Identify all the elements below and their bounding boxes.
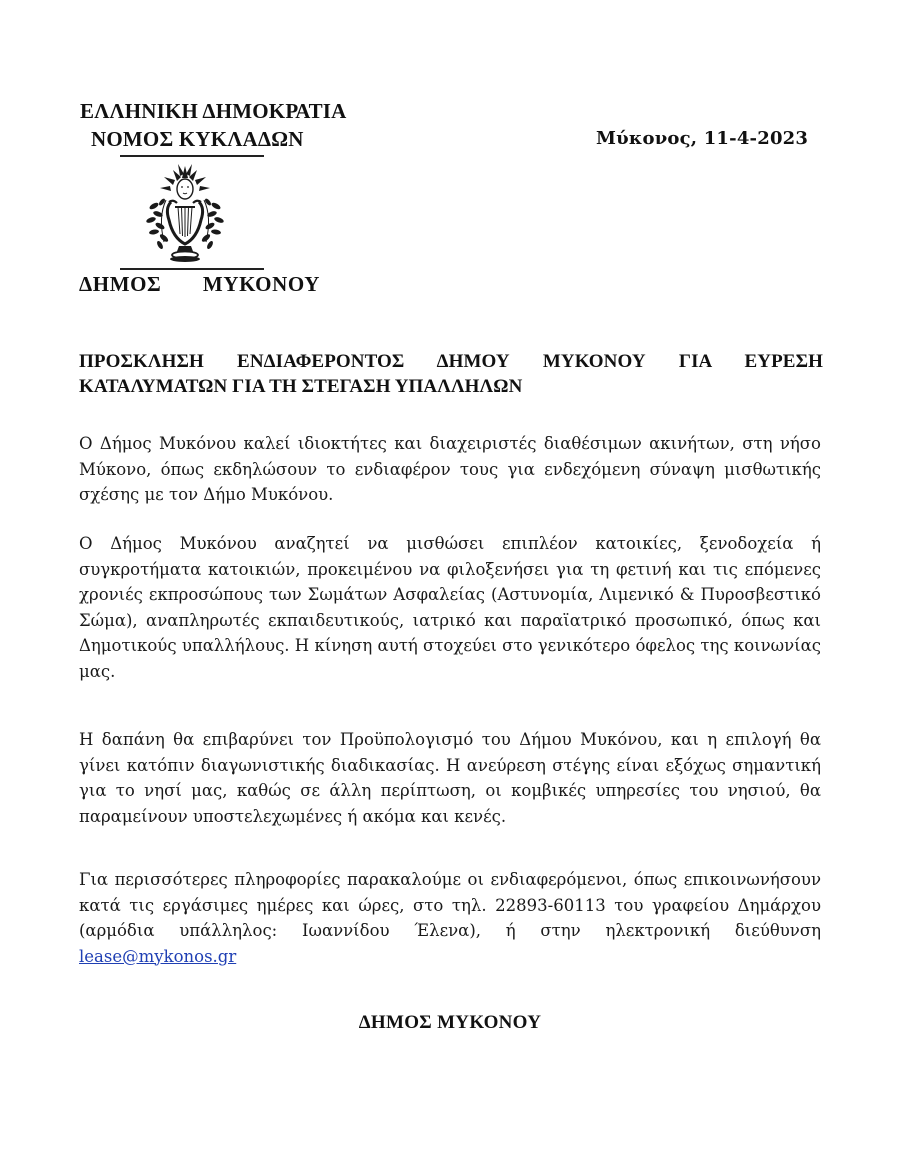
document-title-line-1: ΠΡΟΣΚΛΗΣΗ ΕΝΔΙΑΦΕΡΟΝΤΟΣ ΔΗΜΟΥ ΜΥΚΟΝΟΥ ΓΙΑ ΕΥΡΕΣΗ (79, 351, 823, 372)
letterhead-divider-top (120, 155, 264, 157)
letterhead-municipality: ΔΗΜΟΣ ΜΥΚΟΝΟΥ (79, 272, 321, 296)
letterhead-prefecture: ΝΟΜΟΣ ΚΥΚΛΑΔΩΝ (91, 127, 304, 151)
document-title (79, 349, 823, 399)
body-paragraph-purpose: Ο Δήμος Μυκόνου αναζητεί να μισθώσει επιπλέον κατοικίες, ξενοδοχεία ή συγκροτήματα κατοικιών, προκειμένου να φιλοξενήσει για τη φετινή και τις επόμενες χρονιές εκπροσώπους των Σωμάτων Ασφαλείας (Αστυνομία, Λιμενικό & Πυροσβεστικό Σώμα), αναπληρωτές εκπαιδευτικούς, ιατρικό και παραϊατρικό προσωπικό, όπως και Δημοτικούς υπαλλήλους. Η κίνηση αυτή στοχεύει στο γενικότερο όφελος της κοινωνίας μας. (79, 534, 821, 681)
body-paragraph-invitation: Ο Δήμος Μυκόνου καλεί ιδιοκτήτες και διαχειριστές διαθέσιμων ακινήτων, στη νήσο Μύκονο, όπως εκδηλώσουν το ενδιαφέρον τους για ενδεχόμενη σύναψη μισθωτικής σχέσης με τον Δήμο Μυκόνου. (79, 434, 821, 504)
body-paragraph-contact (79, 867, 821, 969)
letterhead-divider-bottom (120, 268, 264, 270)
document-title-line-2: ΚΑΤΑΛΥΜΑΤΩΝ ΓΙΑ ΤΗ ΣΤΕΓΑΣΗ ΥΠΑΛΛΗΛΩΝ (79, 376, 523, 397)
contact-email-link[interactable]: lease@mykonos.gr (79, 946, 237, 966)
body-paragraph-budget: Η δαπάνη θα επιβαρύνει τον Προϋπολογισμό του Δήμου Μυκόνου, και η επιλογή θα γίνει κατόπιν διαγωνιστικής διαδικασίας. Η ανεύρεση στέγης είναι εξόχως σημαντική για το νησί μας, καθώς σε άλλη περίπτωση, οι κομβικές υπηρεσίες του νησιού, θα παραμείνουν υποστελεχωμένες ή ακόμα και κενές. (79, 730, 821, 826)
lyre-emblem-icon (140, 162, 230, 266)
contact-text: Για περισσότερες πληροφορίες παρακαλούμε οι ενδιαφερόμενοι, όπως επικοινωνήσουν κατά τις εργάσιμες ημέρες και ώρες, στο τηλ. 22893-60113 του γραφείου Δημάρχου (αρμόδια υπάλληλος: Ιωαννίδου Έλενα), ή στην ηλεκτρονική διεύθυνση (79, 870, 821, 940)
signature: ΔΗΜΟΣ ΜΥΚΟΝΟΥ (358, 1012, 542, 1033)
letterhead-country: ΕΛΛΗΝΙΚΗ ΔΗΜΟΚΡΑΤΙΑ (80, 99, 347, 123)
place-date: Μύκονος, 11-4-2023 (596, 128, 809, 149)
